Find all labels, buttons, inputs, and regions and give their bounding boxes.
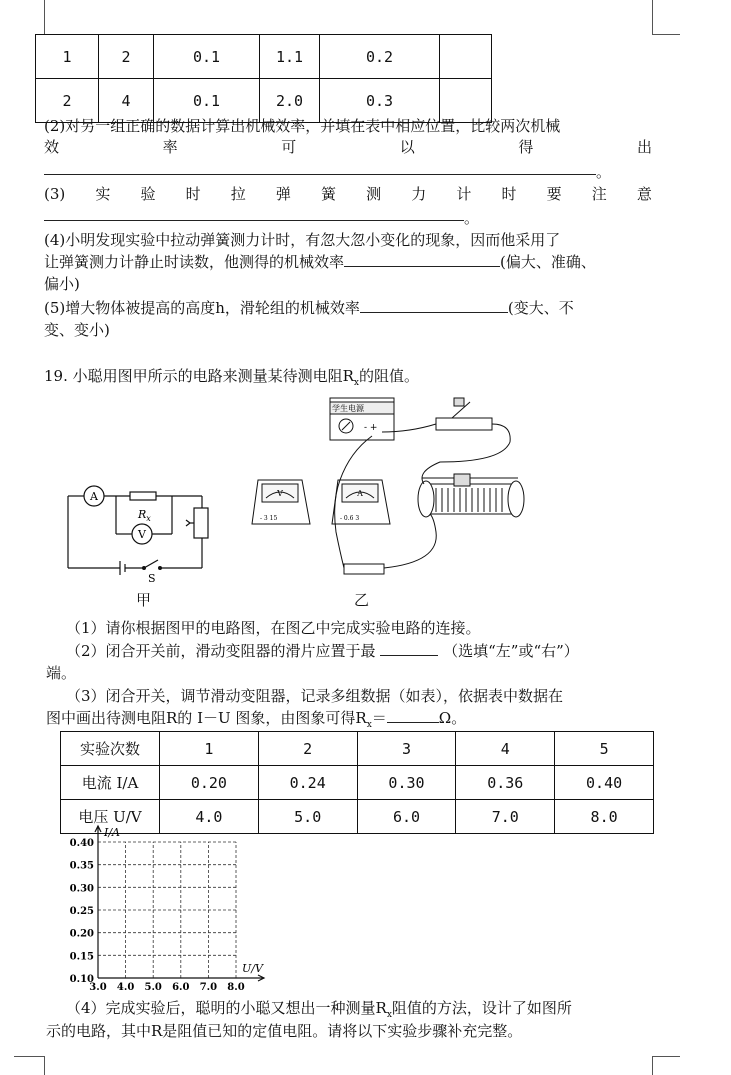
text: 的阻值。 [359, 367, 420, 385]
table-cell: 2 [36, 79, 99, 123]
power-terminals-label: - + [364, 423, 378, 433]
word: 验 [140, 185, 156, 203]
word: 时 [185, 185, 201, 203]
figure-b-apparatus [240, 392, 530, 584]
text: Ω。 [438, 709, 467, 727]
q19-part1: （1）请你根据图甲的电路图，在图乙中完成实验电路的连接。 [66, 619, 481, 637]
table-cell: 1 [36, 35, 99, 79]
text: 阻值的方法，设计了如图所 [391, 999, 572, 1017]
q18-part3-period: 。 [464, 209, 480, 227]
table-cell: 0.1 [154, 35, 260, 79]
iu-graph-grid [60, 816, 280, 996]
table-cell: 电流 I/A [61, 766, 160, 800]
crop-mark-bottom-left-v [44, 1056, 46, 1075]
table-cell: 8.0 [555, 800, 654, 834]
y-tick-label: 0.10 [69, 974, 94, 985]
text: (5)增大物体被提高的高度h，滑轮组的机械效率 [44, 299, 360, 317]
q19-part3-line1: （3）闭合开关，调节滑动变阻器，记录多组数据（如表），依据表中数据在 [66, 687, 564, 705]
voltmeter-dial-letter: V [277, 489, 283, 498]
table-header-cell: 2 [258, 732, 357, 766]
table-cell: 0.40 [555, 766, 654, 800]
table-row [61, 766, 654, 800]
table-cell: 0.3 [320, 79, 440, 123]
subscript: x [386, 1010, 392, 1020]
table-cell: 2.0 [260, 79, 320, 123]
word: 得 [518, 138, 534, 156]
resistor-label [137, 508, 151, 523]
q18-part5-line2: 变、变小) [44, 321, 110, 339]
word: 弹 [275, 185, 291, 203]
table-header-cell: 实验次数 [61, 732, 160, 766]
table-cell: 1.1 [260, 35, 320, 79]
word: 时 [501, 185, 517, 203]
resistor-sub: x [146, 514, 151, 523]
table-cell: 0.1 [154, 79, 260, 123]
ammeter-dial-letter: A [357, 489, 363, 498]
text: 让弹簧测力计静止时读数，他测得的机械效率 [44, 253, 345, 271]
switch-label: S [148, 572, 156, 582]
ammeter-terminals: - 0.6 3 [340, 515, 360, 522]
q19-part3-answer-blank[interactable] [387, 708, 439, 723]
q18-part2-period: 。 [596, 163, 612, 181]
y-axis-label: I/A [104, 826, 120, 839]
y-tick-label: 0.20 [69, 928, 94, 940]
table-cell: 4 [99, 79, 154, 123]
table-row [36, 35, 492, 79]
x-axis-label: U/V [242, 962, 263, 975]
resistor-letter: R [138, 508, 147, 521]
q18-part3-line1 [44, 184, 652, 204]
voltmeter-terminals: - 3 15 [260, 515, 278, 522]
x-tick-label: 8.0 [227, 982, 245, 993]
y-tick-label: 0.25 [69, 906, 94, 917]
table-cell: 0.2 [320, 35, 440, 79]
word: 计 [456, 185, 472, 203]
switch-pivot [142, 566, 146, 570]
table-header-cell: 4 [456, 732, 555, 766]
q18-part4-line2 [44, 252, 596, 272]
q18-part4-line1: (4)小明发现实验中拉动弹簧测力计时，有忽大忽小变化的现象，因而他采用了 [44, 231, 561, 249]
table-cell: 5.0 [258, 800, 357, 834]
text: （选填“左”或“右”） [443, 642, 579, 660]
table-cell: 0.20 [160, 766, 259, 800]
table-cell: 0.24 [258, 766, 357, 800]
y-tick-label: 0.15 [69, 951, 94, 963]
text: (变大、不 [507, 299, 574, 317]
word: 效 [44, 138, 60, 156]
word: (3) [44, 185, 66, 203]
word: 拉 [230, 185, 246, 203]
q18-part5-answer-blank[interactable] [360, 298, 508, 313]
q18-part2-line1: (2)对另一组正确的数据计算出机械效率，并填在表中相应位置，比较两次机械 [44, 117, 561, 135]
y-tick-label: 0.35 [69, 860, 94, 872]
table-cell: 0.36 [456, 766, 555, 800]
word: 力 [411, 185, 427, 203]
voltmeter-symbol: V [138, 528, 146, 541]
crop-mark-top-left [44, 0, 46, 34]
figure-b-label: 乙 [354, 591, 370, 609]
table-cell: 7.0 [456, 800, 555, 834]
word: 簧 [320, 185, 336, 203]
q18-part5-line1 [44, 298, 574, 318]
text: 图中画出待测电阻R的 I－U 图象，由图象可得R [46, 709, 367, 727]
table-header-cell: 3 [357, 732, 456, 766]
word: 要 [546, 185, 562, 203]
text: (偏大、准确、 [500, 253, 596, 271]
word: 出 [636, 138, 652, 156]
ammeter-symbol: A [90, 490, 98, 503]
crop-mark-bottom-right [652, 1056, 680, 1058]
q18-part3-answer-blank[interactable] [44, 220, 464, 221]
table-cell: 0.30 [357, 766, 456, 800]
q18-part2-line2 [44, 137, 652, 157]
figure-a-circuit-diagram [60, 482, 220, 582]
q19-part2-answer-blank[interactable] [380, 641, 438, 656]
x-tick-label: 5.0 [144, 982, 162, 993]
q18-part4-line3: 偏小) [44, 275, 80, 293]
q19-stem [44, 366, 419, 393]
word: 测 [366, 185, 382, 203]
word: 实 [95, 185, 111, 203]
q19-part4-line2: 示的电路，其中R是阻值已知的定值电阻。请将以下实验步骤补充完整。 [46, 1022, 523, 1040]
word: 以 [399, 138, 415, 156]
table-header-cell: 5 [555, 732, 654, 766]
text: （4）完成实验后，聪明的小聪又想出一种测量R [66, 999, 387, 1017]
table-cell: 6.0 [357, 800, 456, 834]
q19-part2-line1 [66, 641, 579, 661]
text: ＝ [371, 709, 387, 727]
q18-part2-answer-blank[interactable] [44, 174, 596, 175]
word: 率 [162, 138, 178, 156]
x-tick-label: 7.0 [199, 982, 218, 993]
switch-icon [436, 418, 492, 430]
x-tick-label: 4.0 [116, 982, 135, 993]
test-resistor-icon [344, 564, 384, 574]
x-tick-label: 6.0 [172, 982, 190, 993]
y-tick-label: 0.30 [69, 883, 94, 895]
word: 可 [281, 138, 297, 156]
text: （2）闭合开关前，滑动变阻器的滑片应置于最 [66, 642, 376, 660]
table-cell: 电压 U/V [61, 800, 160, 834]
text: 19. 小聪用图甲所示的电路来测量某待测电阻R [44, 367, 354, 385]
table-cell [440, 35, 492, 79]
q18-part4-answer-blank[interactable] [344, 252, 500, 267]
table-cell: 4.0 [160, 800, 259, 834]
crop-mark-top-right-h [652, 34, 680, 36]
power-supply-label: 学生电源 [332, 404, 364, 413]
crop-mark-top-right [652, 0, 654, 34]
figure-a-label: 甲 [136, 591, 152, 609]
crop-mark-bottom-left [14, 1056, 44, 1058]
subscript: x [366, 720, 372, 730]
pulley-data-table [35, 34, 492, 123]
table-cell: 2 [99, 35, 154, 79]
crop-mark-bottom-right-v [652, 1056, 654, 1075]
word: 意 [636, 185, 652, 203]
y-tick-label: 0.40 [69, 838, 94, 849]
x-tick-label: 3.0 [89, 982, 107, 993]
subscript: x [353, 378, 359, 388]
table-header-row [61, 732, 654, 766]
switch-contact [158, 566, 162, 570]
q19-part2-line2: 端。 [46, 664, 77, 682]
table-header-cell: 1 [160, 732, 259, 766]
word: 注 [591, 185, 607, 203]
